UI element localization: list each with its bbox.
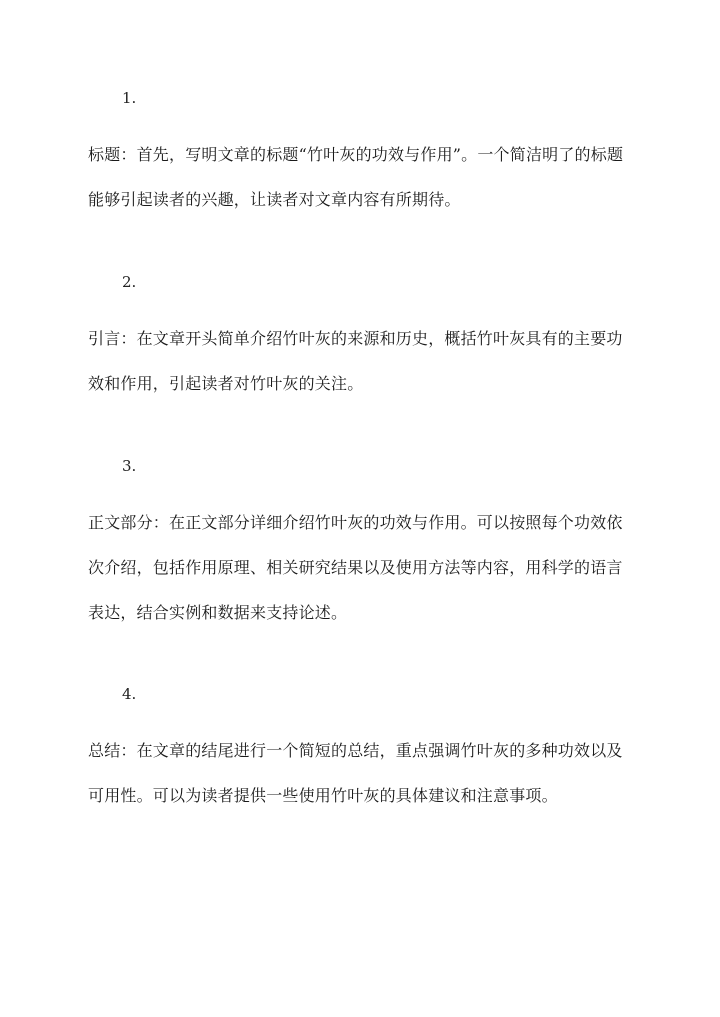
list-item-2 bbox=[88, 271, 636, 406]
paragraph-title-section: 标题：首先，写明文章的标题“竹叶灰的功效与作用”。一个简洁明了的标题能够引起读者的兴趣，让读者对文章内容有所期待。 bbox=[88, 145, 624, 209]
paragraph-summary-section: 总结：在文章的结尾进行一个简短的总结，重点强调竹叶灰的多种功效以及可用性。可以为读者提供一些使用竹叶灰的具体建议和注意事项。 bbox=[88, 741, 623, 805]
list-number: 3. bbox=[122, 457, 137, 475]
list-number: 4. bbox=[122, 685, 137, 703]
list-number: 1. bbox=[122, 89, 137, 107]
list-item-1 bbox=[88, 87, 636, 222]
list-item-3 bbox=[88, 455, 636, 635]
list-number: 2. bbox=[122, 273, 137, 291]
paragraph-introduction-section: 引言：在文章开头简单介绍竹叶灰的来源和历史，概括竹叶灰具有的主要功效和作用，引起读者对竹叶灰的关注。 bbox=[88, 329, 623, 393]
paragraph-body-section: 正文部分：在正文部分详细介绍竹叶灰的功效与作用。可以按照每个功效依次介绍，包括作用原理、相关研究结果以及使用方法等内容，用科学的语言表达，结合实例和数据来支持论述。 bbox=[88, 513, 623, 622]
list-item-4 bbox=[88, 683, 636, 818]
